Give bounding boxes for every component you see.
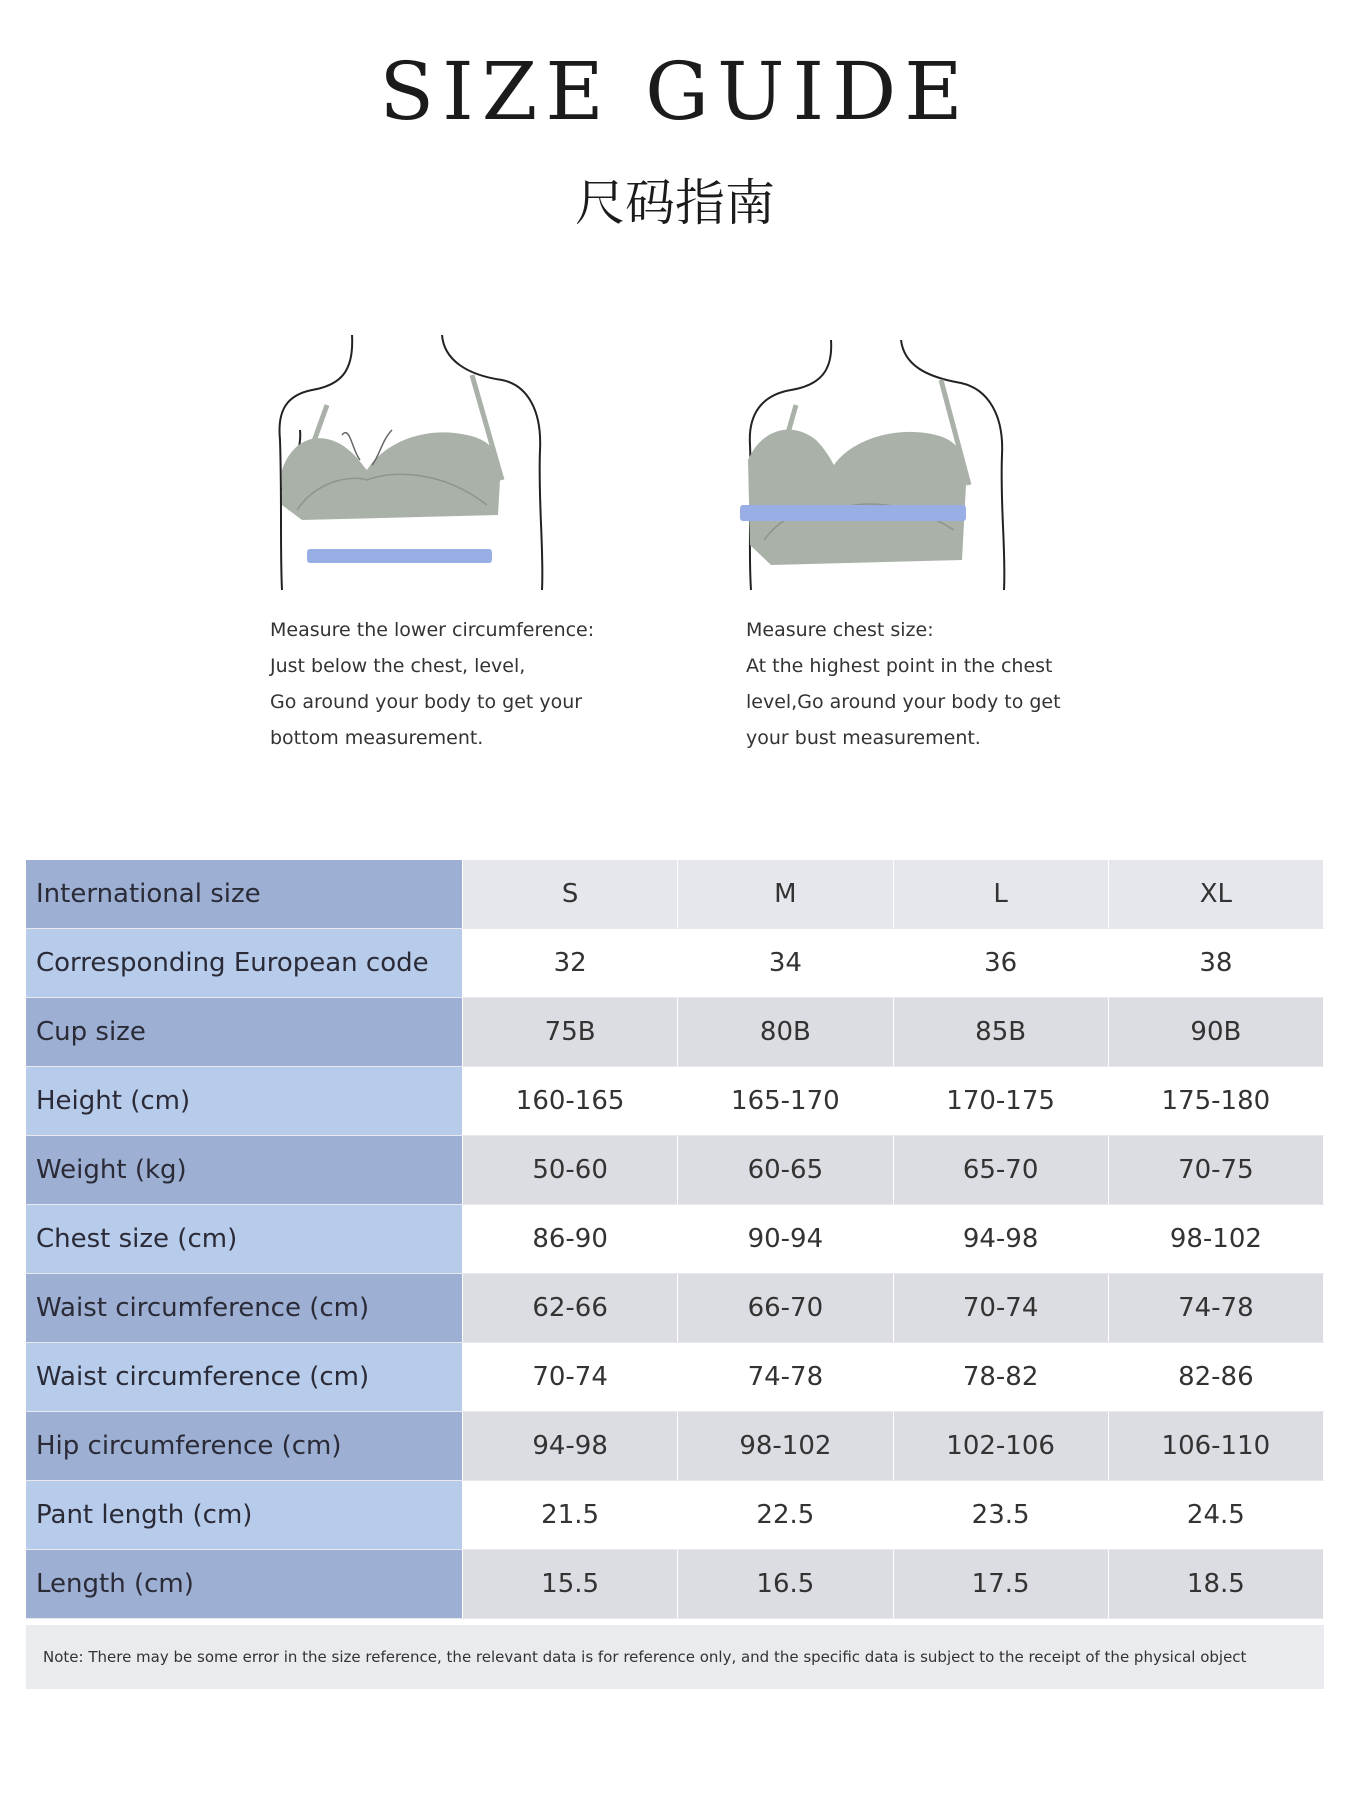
table-cell: 106-110 xyxy=(1108,1412,1323,1481)
table-row xyxy=(26,1481,1324,1550)
row-label: International size xyxy=(26,860,463,929)
table-row xyxy=(26,1343,1324,1412)
table-cell: 36 xyxy=(893,929,1108,998)
table-cell: 98-102 xyxy=(678,1412,893,1481)
table-cell: 86-90 xyxy=(463,1205,678,1274)
table-cell: 70-75 xyxy=(1108,1136,1323,1205)
table-row xyxy=(26,929,1324,998)
table-cell: 94-98 xyxy=(893,1205,1108,1274)
table-row xyxy=(26,998,1324,1067)
bra-underbust-measure-illustration xyxy=(272,330,572,595)
table-row xyxy=(26,1205,1324,1274)
row-label: Waist circumference (cm) xyxy=(26,1343,463,1412)
table-cell: 23.5 xyxy=(893,1481,1108,1550)
table-cell: 16.5 xyxy=(678,1550,893,1619)
row-label: Cup size xyxy=(26,998,463,1067)
underbust-instructions xyxy=(270,612,670,756)
table-cell: XL xyxy=(1108,860,1323,929)
table-cell: 90-94 xyxy=(678,1205,893,1274)
table-cell: 70-74 xyxy=(893,1274,1108,1343)
row-label: Chest size (cm) xyxy=(26,1205,463,1274)
table-row xyxy=(26,1274,1324,1343)
table-cell: 66-70 xyxy=(678,1274,893,1343)
table-cell: 75B xyxy=(463,998,678,1067)
caption-line: bottom measurement. xyxy=(270,727,484,749)
table-cell: 60-65 xyxy=(678,1136,893,1205)
table-cell: 85B xyxy=(893,998,1108,1067)
page-subtitle: 尺码指南 xyxy=(575,174,775,232)
table-row xyxy=(26,1412,1324,1481)
table-cell: 17.5 xyxy=(893,1550,1108,1619)
table-cell: 22.5 xyxy=(678,1481,893,1550)
table-cell: L xyxy=(893,860,1108,929)
table-cell: 65-70 xyxy=(893,1136,1108,1205)
caption-line: At the highest point in the chest xyxy=(746,655,1053,677)
table-cell: 175-180 xyxy=(1108,1067,1323,1136)
table-cell: S xyxy=(463,860,678,929)
row-label: Hip circumference (cm) xyxy=(26,1412,463,1481)
page-title: SIZE GUIDE xyxy=(379,45,971,138)
table-cell: 80B xyxy=(678,998,893,1067)
table-cell: 74-78 xyxy=(678,1343,893,1412)
size-chart-table xyxy=(26,860,1324,1619)
table-cell: 50-60 xyxy=(463,1136,678,1205)
table-cell: 90B xyxy=(1108,998,1323,1067)
row-label: Waist circumference (cm) xyxy=(26,1274,463,1343)
table-cell: 170-175 xyxy=(893,1067,1108,1136)
table-cell: 32 xyxy=(463,929,678,998)
caption-line: level,Go around your body to get xyxy=(746,691,1061,713)
table-cell: 70-74 xyxy=(463,1343,678,1412)
table-cell: M xyxy=(678,860,893,929)
row-label: Height (cm) xyxy=(26,1067,463,1136)
caption-line: Just below the chest, level, xyxy=(270,655,526,677)
table-cell: 165-170 xyxy=(678,1067,893,1136)
table-cell: 62-66 xyxy=(463,1274,678,1343)
table-cell: 94-98 xyxy=(463,1412,678,1481)
row-label: Pant length (cm) xyxy=(26,1481,463,1550)
row-label: Weight (kg) xyxy=(26,1136,463,1205)
table-cell: 21.5 xyxy=(463,1481,678,1550)
table-row xyxy=(26,1550,1324,1619)
table-cell: 78-82 xyxy=(893,1343,1108,1412)
bust-instructions xyxy=(746,612,1146,756)
table-cell: 38 xyxy=(1108,929,1323,998)
caption-line: Go around your body to get your xyxy=(270,691,583,713)
caption-line: Measure chest size: xyxy=(746,619,934,641)
caption-line: Measure the lower circumference: xyxy=(270,619,595,641)
table-cell: 18.5 xyxy=(1108,1550,1323,1619)
table-cell: 102-106 xyxy=(893,1412,1108,1481)
caption-line: your bust measurement. xyxy=(746,727,981,749)
row-label: Corresponding European code xyxy=(26,929,463,998)
bra-bust-measure-illustration xyxy=(736,335,1036,595)
table-row xyxy=(26,1067,1324,1136)
table-cell: 24.5 xyxy=(1108,1481,1323,1550)
table-row xyxy=(26,860,1324,929)
table-cell: 98-102 xyxy=(1108,1205,1323,1274)
table-cell: 160-165 xyxy=(463,1067,678,1136)
table-row xyxy=(26,1136,1324,1205)
table-cell: 82-86 xyxy=(1108,1343,1323,1412)
table-cell: 74-78 xyxy=(1108,1274,1323,1343)
disclaimer-note: Note: There may be some error in the size reference, the relevant data is for reference only, and the specific data is subject to the receipt of the physical object xyxy=(26,1625,1324,1689)
table-cell: 15.5 xyxy=(463,1550,678,1619)
row-label: Length (cm) xyxy=(26,1550,463,1619)
table-cell: 34 xyxy=(678,929,893,998)
